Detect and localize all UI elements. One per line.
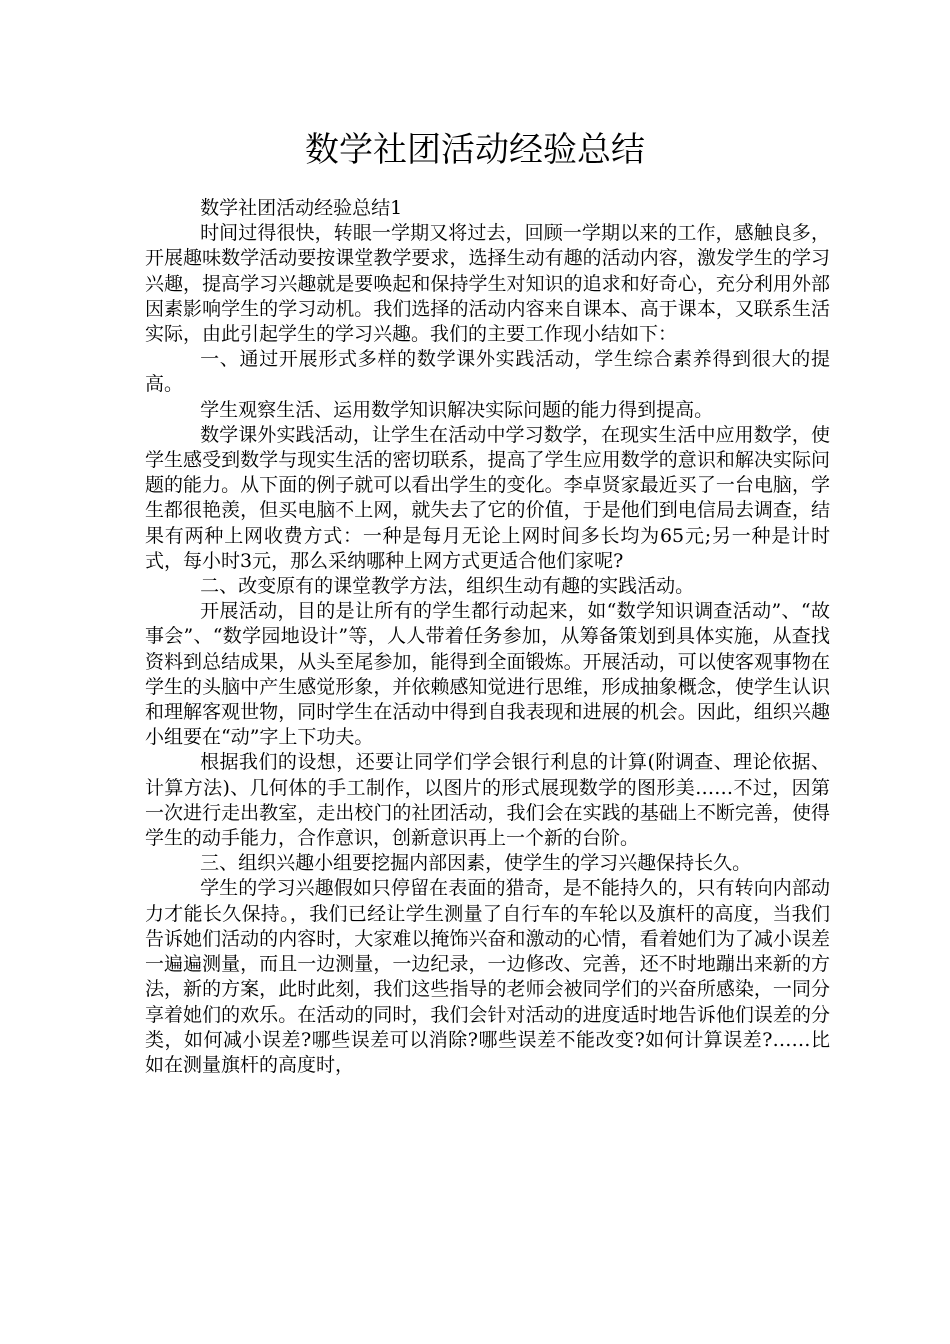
body-paragraph: 学生观察生活、运用数学知识解决实际问题的能力得到提高。 [200,398,714,421]
body-paragraph: 时间过得很快，转眼一学期又将过去，回顾一学期以来的工作，感触良多，开展趣味数学活动要按课堂教学要求，选择生动有趣的活动内容，激发学生的学习兴趣，提高学习兴趣就是要唤起和保持学生对知识的追求和好奇心，充分利用外部因素影响学生的学习动机。我们选择的活动内容来自课本、高于课本，又联系生活实际，由此引起学生的学习兴趣。我们的主要工作现小结如下： [145,222,830,346]
section-heading: 二、改变原有的课堂教学方法，组织生动有趣的实践活动。 [200,575,695,598]
document-title: 数学社团活动经验总结 [305,130,645,170]
section-heading: 三、组织兴趣小组要挖掘内部因素，使学生的学习兴趣保持长久。 [200,852,752,875]
body-paragraph: 根据我们的设想，还要让同学们学会银行利息的计算(附调查、理论依据、计算方法)、几何体的手工制作，以图片的形式展现数学的图形美……不过，因第一次进行走出教室，走出校门的社团活动，我们会在实践的基础上不断完善，使得学生的动手能力，合作意识，创新意识再上一个新的台阶。 [145,751,830,850]
body-paragraph: 学生的学习兴趣假如只停留在表面的猎奇，是不能持久的，只有转向内部动力才能长久保持。，我们已经让学生测量了自行车的车轮以及旗杆的高度，当我们告诉她们活动的内容时，大家难以掩饰兴奋和激动的心情，看着她们为了减小误差一遍遍测量，而且一边测量，一边纪录，一边修改、完善，还不时地蹦出来新的方法，新的方案，此时此刻，我们这些指导的老师会被同学们的兴奋所感染，一同分享着她们的欢乐。在活动的同时，我们会针对活动的进度适时地告诉他们误差的分类，如何减小误差?哪些误差可以消除?哪些误差不能改变?如何计算误差?……比如在测量旗杆的高度时， [145,877,830,1076]
document-body [145,196,830,1078]
body-paragraph: 开展活动，目的是让所有的学生都行动起来，如“数学知识调查活动”、“故事会”、“数学园地设计”等，人人带着任务参加，从筹备策划到具体实施，从查找资料到总结成果，从头至尾参加，能得到全面锻炼。开展活动，可以使客观事物在学生的头脑中产生感觉形象，并依赖感知觉进行思维，形成抽象概念，使学生认识和理解客观世物，同时学生在活动中得到自我表现和进展的机会。因此，组织兴趣小组要在“动”字上下功夫。 [145,600,830,749]
section-heading: 数学社团活动经验总结1 [200,197,403,219]
body-paragraph: 数学课外实践活动，让学生在活动中学习数学，在现实生活中应用数学，使学生感受到数学与现实生活的密切联系，提高了学生应用数学的意识和解决实际问题的能力。从下面的例子就可以看出学生的变化。李卓贤家最近买了一台电脑，学生都很艳羡，但买电脑不上网，就失去了它的价值，于是他们到电信局去调查，结果有两种上网收费方式：一种是每月无论上网时间多长均为65元;另一种是计时式，每小时3元，那么采纳哪种上网方式更适合他们家呢? [145,423,830,572]
section-heading: 一、通过开展形式多样的数学课外实践活动，学生综合素养得到很大的提高。 [145,348,830,396]
